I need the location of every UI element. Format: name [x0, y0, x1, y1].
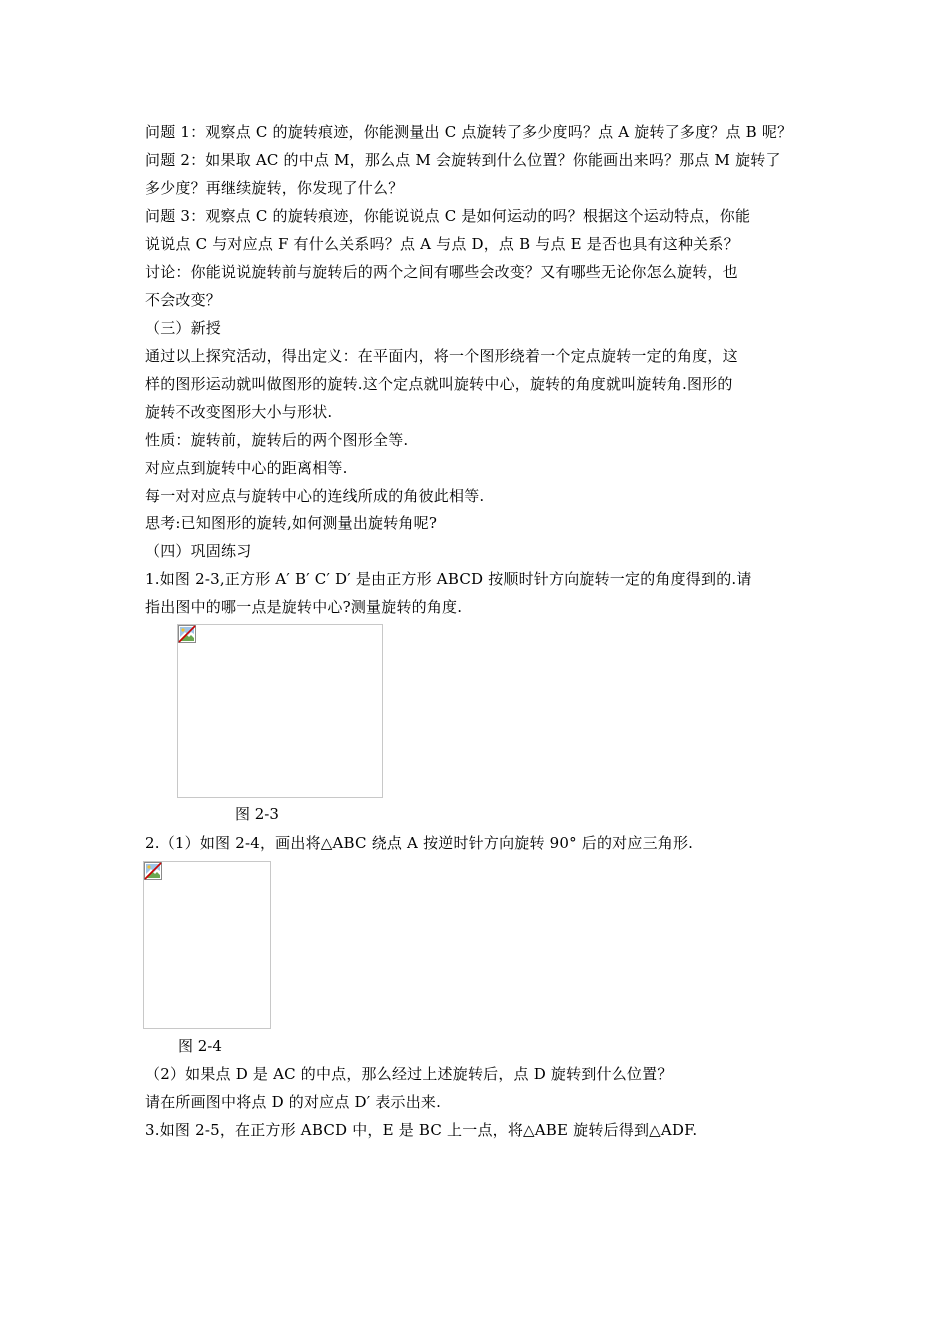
property-2: 对应点到旋转中心的距离相等. [145, 459, 348, 477]
exercise-3: 3.如图 2-5，在正方形 ABCD 中，E 是 BC 上一点，将△ABE 旋转后得到△ADF. [145, 1121, 698, 1139]
exercise-1-line-2: 指出图中的哪一点是旋转中心?测量旋转的角度. [145, 598, 463, 616]
discussion-line-1: 讨论：你能说说旋转前与旋转后的两个之间有哪些会改变？又有哪些无论你怎么旋转，也 [145, 263, 738, 281]
broken-image-icon [144, 862, 162, 880]
question-2-line-2: 多少度？再继续旋转，你发现了什么？ [145, 179, 404, 197]
figure-2-4-image [143, 861, 271, 1029]
section-heading-4: （四）巩固练习 [145, 542, 252, 560]
discussion-line-2: 不会改变？ [145, 291, 222, 309]
think-question: 思考:已知图形的旋转,如何测量出旋转角呢? [145, 514, 438, 532]
property-1: 性质：旋转前，旋转后的两个图形全等. [145, 431, 409, 449]
question-1: 问题 1：观察点 C 的旋转痕迹，你能测量出 C 点旋转了多少度吗？点 A 旋转了多度？点 B 呢？ [145, 123, 793, 141]
definition-line-2: 样的图形运动就叫做图形的旋转.这个定点就叫旋转中心，旋转的角度就叫旋转角.图形的 [145, 375, 733, 393]
exercise-2-part-1: 2.（1）如图 2-4，画出将△ABC 绕点 A 按逆时针方向旋转 90° 后的对应三角形. [145, 834, 694, 852]
exercise-1-line-1: 1.如图 2-3,正方形 A′ B′ C′ D′ 是由正方形 ABCD 按顺时针方向旋转一定的角度得到的.请 [145, 570, 752, 588]
broken-image-icon [178, 625, 196, 643]
figure-2-3-image [177, 624, 383, 798]
question-2-line-1: 问题 2：如果取 AC 的中点 M，那么点 M 会旋转到什么位置？你能画出来吗？那点 M 旋转了 [145, 151, 781, 169]
exercise-2-part-2-line-2: 请在所画图中将点 D 的对应点 D′ 表示出来. [145, 1093, 442, 1111]
figure-2-4-caption: 图 2-4 [178, 1037, 222, 1055]
question-3-line-1: 问题 3：观察点 C 的旋转痕迹，你能说说点 C 是如何运动的吗？根据这个运动特点，你能 [145, 207, 751, 225]
exercise-2-part-2-line-1: （2）如果点 D 是 AC 的中点，那么经过上述旋转后，点 D 旋转到什么位置？ [145, 1065, 673, 1083]
definition-line-1: 通过以上探究活动，得出定义：在平面内，将一个图形绕着一个定点旋转一定的角度，这 [145, 347, 738, 365]
question-3-line-2: 说说点 C 与对应点 F 有什么关系吗？点 A 与点 D，点 B 与点 E 是否也具有这种关系？ [145, 235, 739, 253]
figure-2-3-caption: 图 2-3 [235, 805, 279, 823]
property-3: 每一对对应点与旋转中心的连线所成的角彼此相等. [145, 487, 485, 505]
section-heading-3: （三）新授 [145, 319, 222, 337]
definition-line-3: 旋转不改变图形大小与形状. [145, 403, 333, 421]
